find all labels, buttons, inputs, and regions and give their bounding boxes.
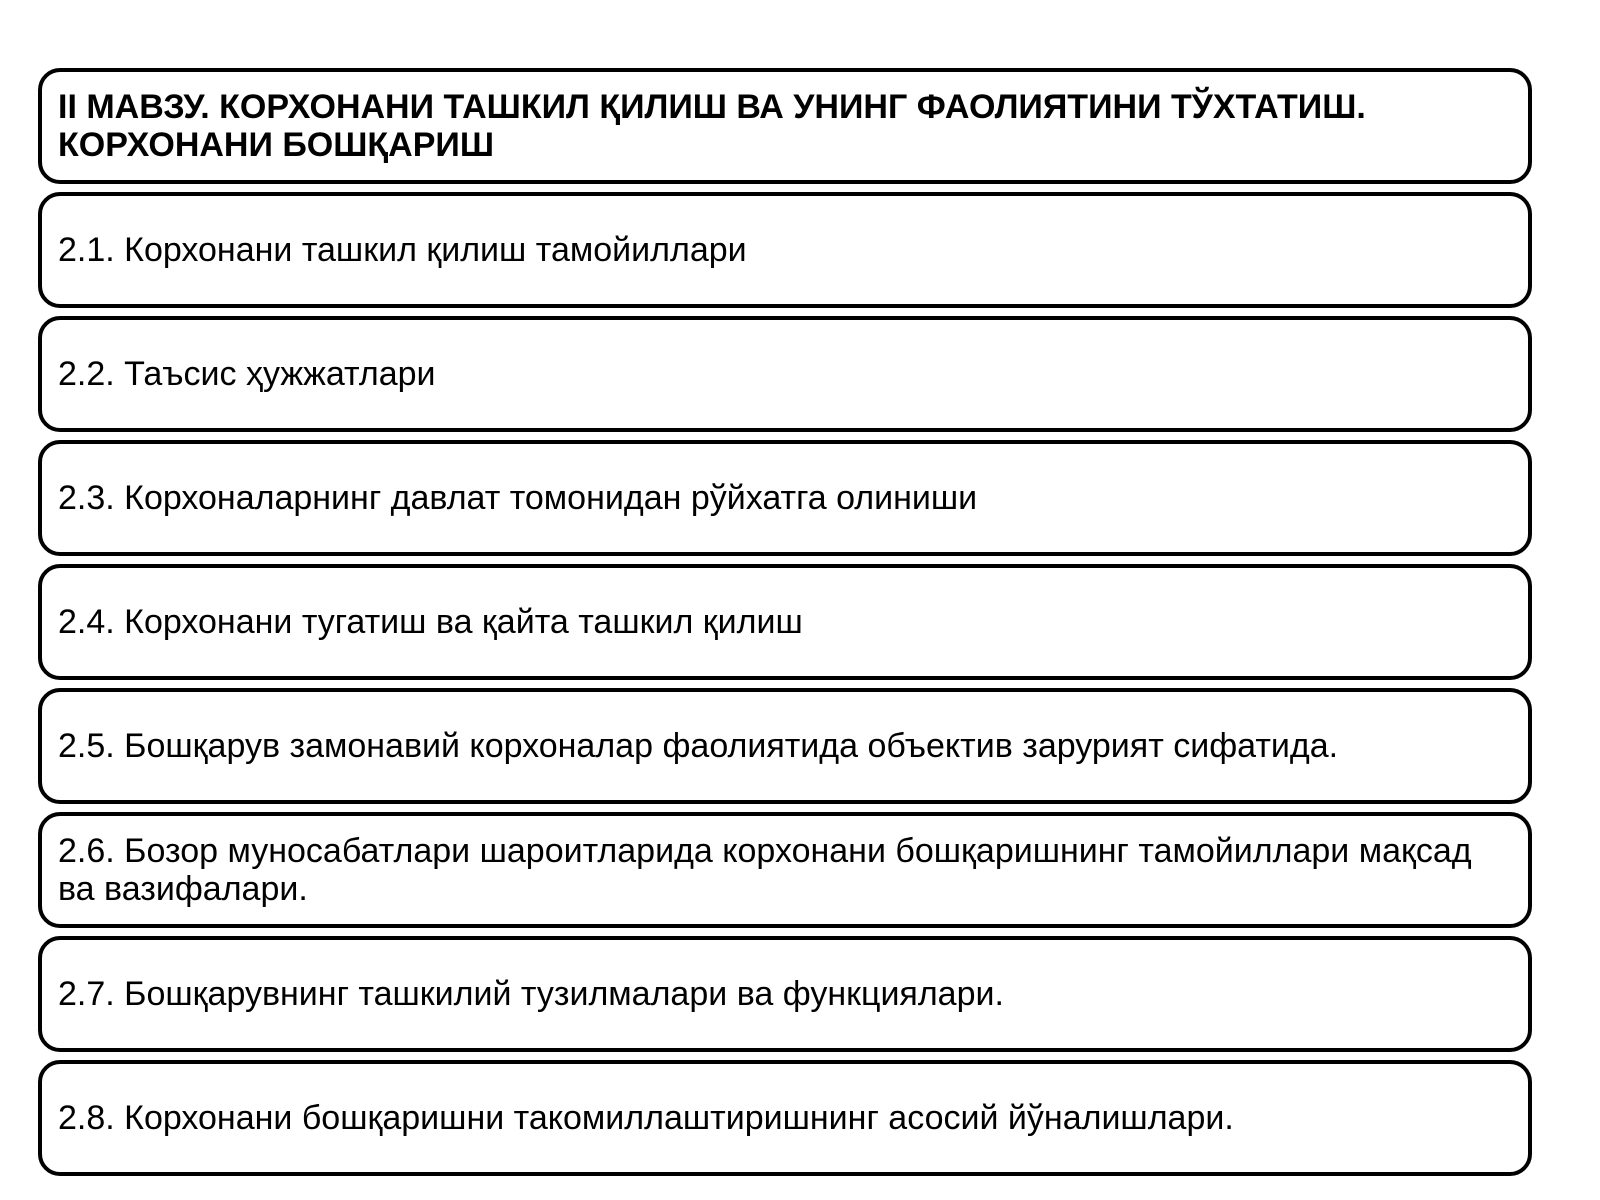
list-item-text: 2.3. Корхоналарнинг давлат томонидан рўйхатга олиниши bbox=[58, 479, 978, 517]
list-item-text: 2.5. Бошқарув замонавий корхоналар фаолиятида объектив зарурият сифатида. bbox=[58, 727, 1339, 765]
list-item-2-8 bbox=[38, 1060, 1532, 1176]
list-item-text: 2.6. Бозор муносабатлари шароитларида корхонани бошқаришнинг тамойиллари мақсад ва вазифалари. bbox=[58, 832, 1472, 908]
list-item-text: 2.7. Бошқарувнинг ташкилий тузилмалари ва функциялари. bbox=[58, 975, 1004, 1013]
list-item-2-2 bbox=[38, 316, 1532, 432]
list-item-text: 2.1. Корхонани ташкил қилиш тамойиллари bbox=[58, 231, 747, 269]
list-item-2-1 bbox=[38, 192, 1532, 308]
topic-title-box bbox=[38, 68, 1532, 184]
list-item-text: 2.2. Таъсис ҳужжатлари bbox=[58, 355, 436, 393]
list-item-2-7 bbox=[38, 936, 1532, 1052]
topic-outline bbox=[38, 68, 1532, 1184]
list-item-2-5 bbox=[38, 688, 1532, 804]
list-item-text: 2.8. Корхонани бошқаришни такомиллаштиришнинг асосий йўналишлари. bbox=[58, 1099, 1234, 1137]
topic-title: II МАВЗУ. КОРХОНАНИ ТАШКИЛ ҚИЛИШ ВА УНИНГ ФАОЛИЯТИНИ ТЎХТАТИШ. КОРХОНАНИ БОШҚАРИШ bbox=[58, 88, 1366, 164]
list-item-2-4 bbox=[38, 564, 1532, 680]
list-item-text: 2.4. Корхонани тугатиш ва қайта ташкил қилиш bbox=[58, 603, 803, 641]
list-item-2-6 bbox=[38, 812, 1532, 928]
list-item-2-3 bbox=[38, 440, 1532, 556]
